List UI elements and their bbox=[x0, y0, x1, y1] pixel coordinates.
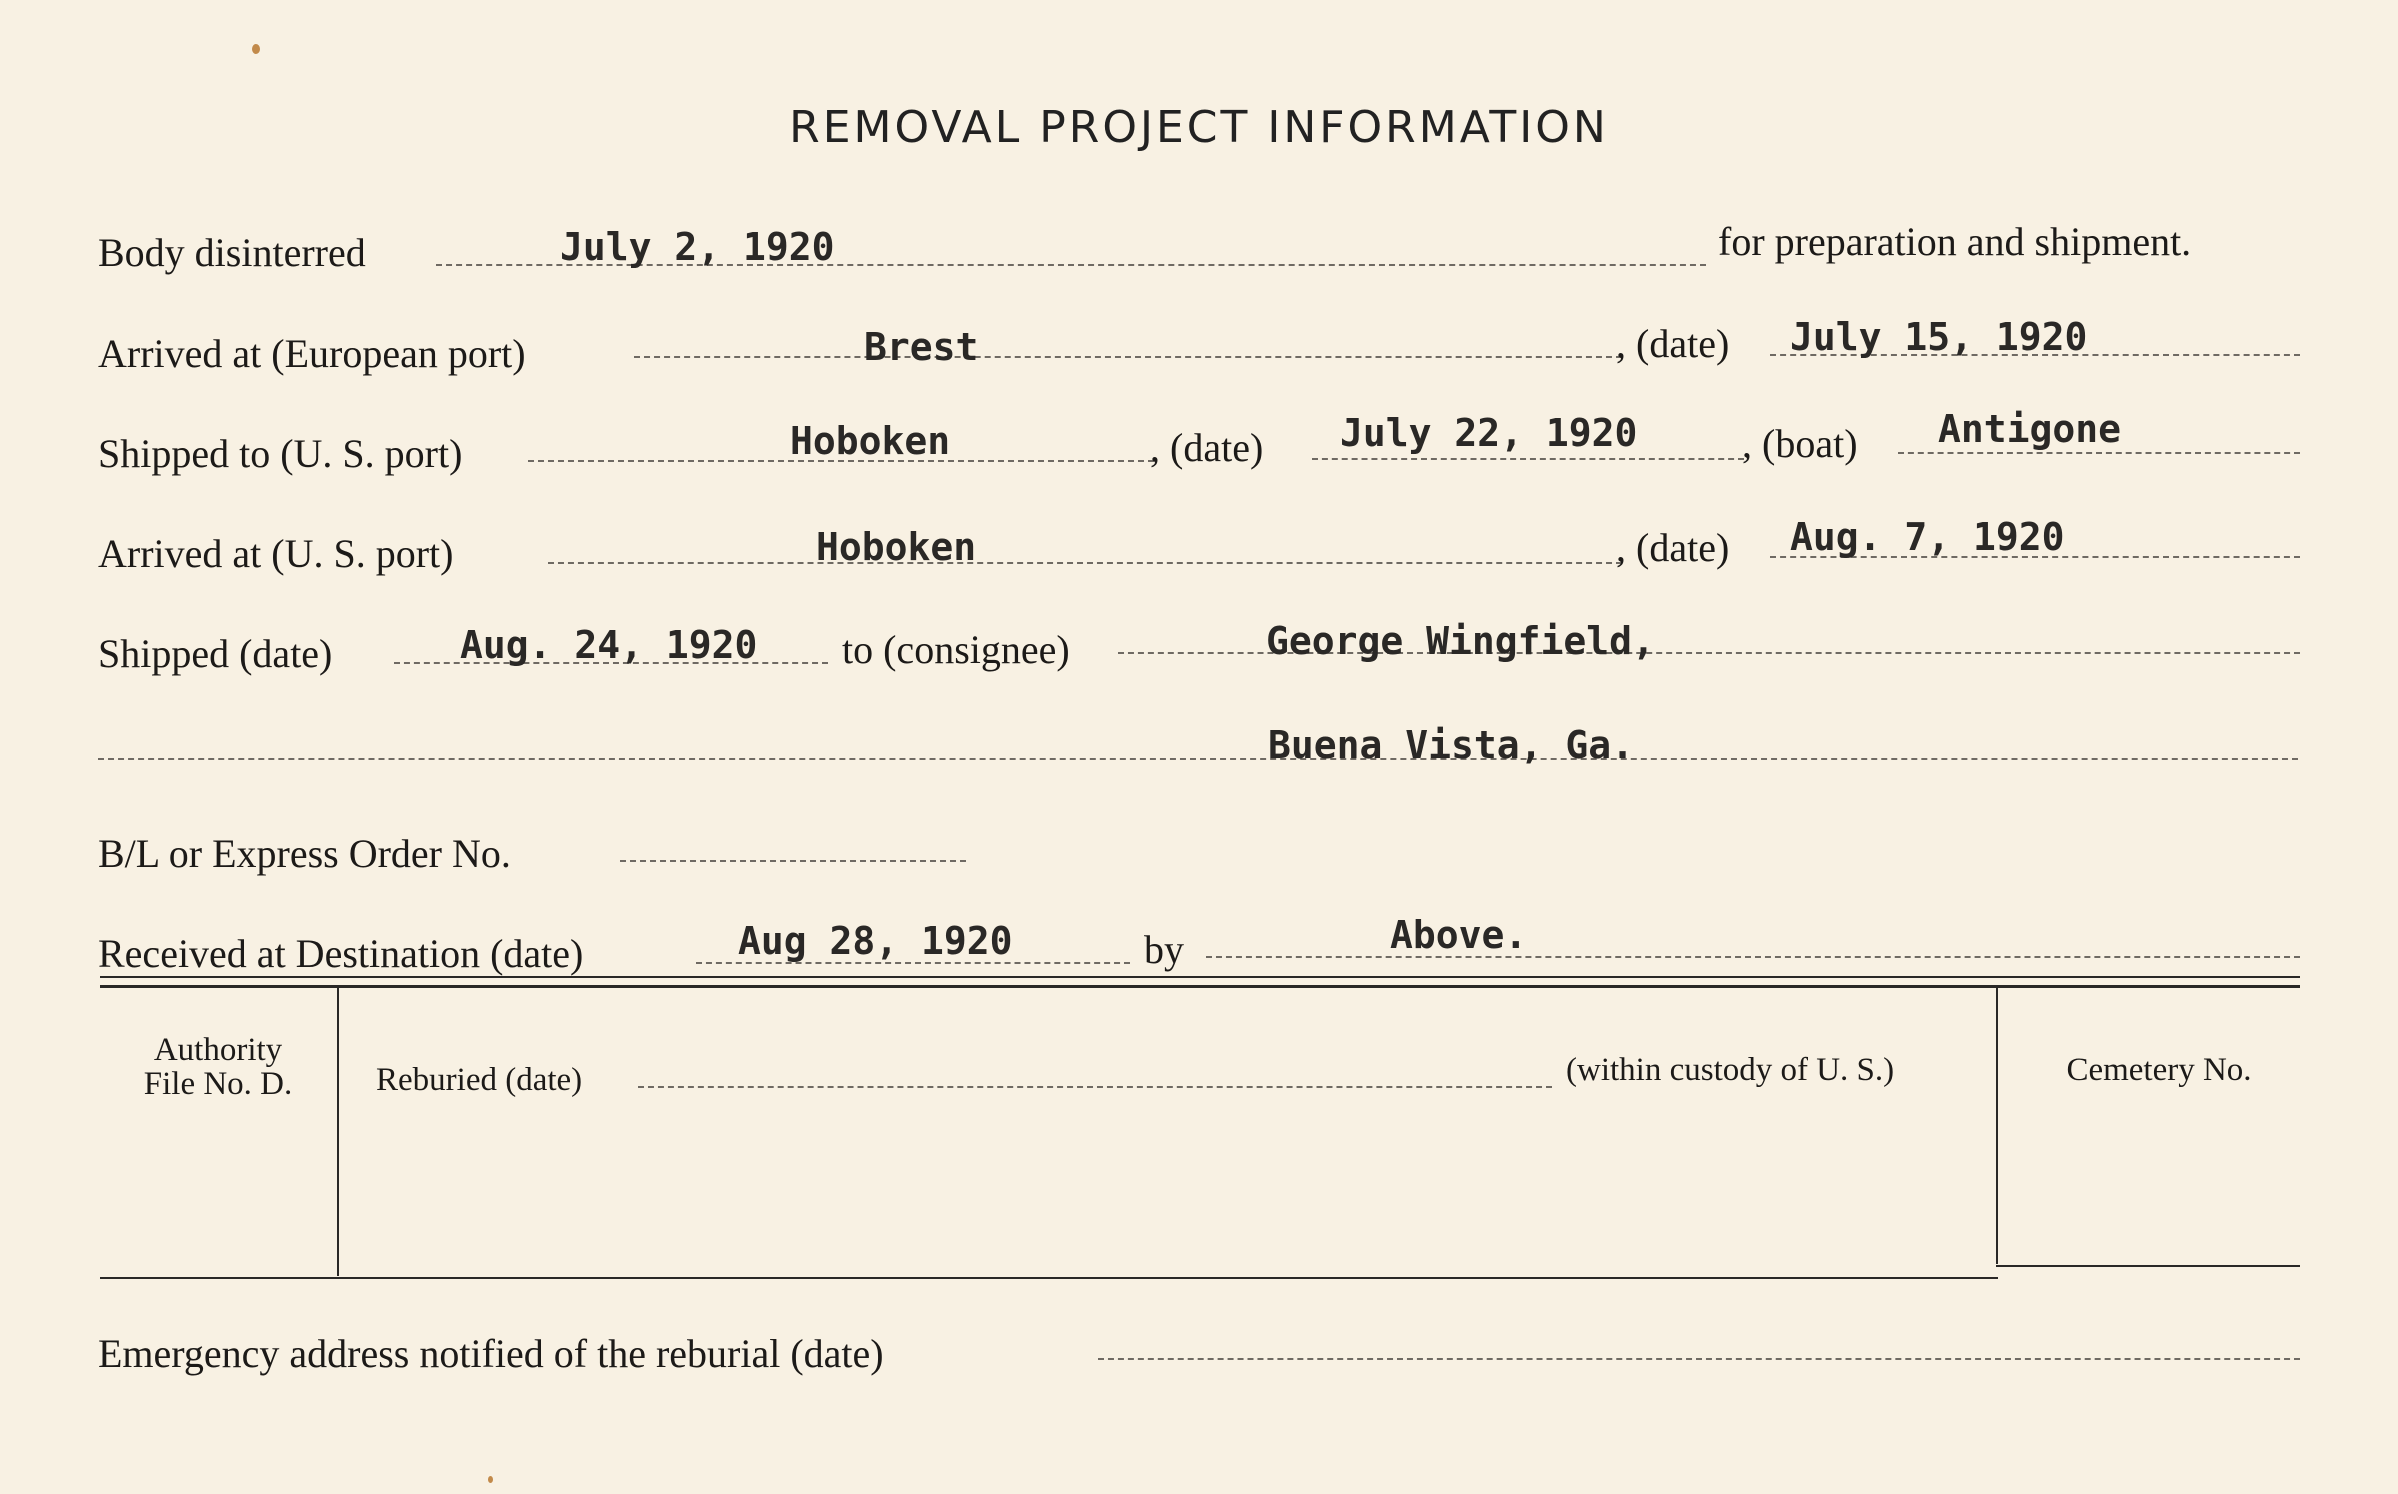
bl-express-order-line bbox=[620, 860, 966, 862]
consignee-address-line bbox=[98, 758, 2298, 760]
consignee-value: George Wingfield, bbox=[1266, 619, 1655, 663]
bl-express-order-label: B/L or Express Order No. bbox=[98, 831, 511, 876]
preparation-shipment-label: for preparation and shipment. bbox=[1718, 219, 2192, 264]
boat-line bbox=[1898, 452, 2300, 454]
arrived-us-port-date-label: , (date) bbox=[1616, 525, 1730, 570]
box-bottom-rule-right bbox=[1996, 1265, 2300, 1267]
box-top-rule-2 bbox=[100, 985, 2300, 988]
european-port-date-value: July 15, 1920 bbox=[1790, 315, 2088, 359]
arrived-us-port-label: Arrived at (U. S. port) bbox=[98, 531, 454, 576]
received-by-label: by bbox=[1144, 927, 1184, 972]
received-destination-value: Aug 28, 1920 bbox=[738, 919, 1013, 963]
boat-label: , (boat) bbox=[1742, 421, 1858, 466]
arrived-us-port-line bbox=[548, 562, 1622, 564]
consignee-label: to (consignee) bbox=[842, 627, 1070, 672]
european-port-line bbox=[634, 356, 1622, 358]
box-bottom-rule bbox=[100, 1277, 1998, 1279]
authority-label-line2: File No. D. bbox=[143, 1066, 293, 1102]
box-divider-right bbox=[1996, 988, 1998, 1264]
shipped-date-label: Shipped (date) bbox=[98, 631, 333, 676]
arrived-us-port-value: Hoboken bbox=[816, 525, 977, 569]
shipped-us-port-label: Shipped to (U. S. port) bbox=[98, 431, 463, 476]
shipped-us-port-date-line bbox=[1312, 458, 1744, 460]
emergency-notified-label: Emergency address notified of the reburial (date) bbox=[98, 1331, 884, 1376]
reburied-date-line bbox=[638, 1086, 1552, 1088]
paper-speck bbox=[252, 44, 260, 54]
european-port-value: Brest bbox=[864, 325, 979, 369]
shipped-date-value: Aug. 24, 1920 bbox=[460, 623, 758, 667]
authority-label-line1: Authority bbox=[153, 1032, 283, 1068]
emergency-notified-line bbox=[1098, 1358, 2300, 1360]
box-divider-left bbox=[337, 988, 339, 1276]
box-top-rule-1 bbox=[100, 976, 2300, 978]
european-port-date-label: , (date) bbox=[1616, 321, 1730, 366]
body-disinterred-label: Body disinterred bbox=[98, 230, 366, 275]
boat-value: Antigone bbox=[1938, 407, 2122, 451]
received-by-value: Above. bbox=[1390, 913, 1528, 957]
received-by-line bbox=[1206, 956, 2300, 958]
shipped-us-port-date-value: July 22, 1920 bbox=[1340, 411, 1638, 455]
received-destination-label: Received at Destination (date) bbox=[98, 931, 584, 976]
cemetery-no-label: Cemetery No. bbox=[2066, 1052, 2252, 1088]
paper-speck bbox=[488, 1476, 493, 1483]
arrived-us-port-date-value: Aug. 7, 1920 bbox=[1790, 515, 2065, 559]
reburied-date-label: Reburied (date) bbox=[376, 1062, 583, 1098]
european-port-label: Arrived at (European port) bbox=[98, 331, 526, 376]
body-disinterred-value: July 2, 1920 bbox=[560, 225, 835, 269]
card-title: REMOVAL PROJECT INFORMATION bbox=[789, 102, 1609, 153]
shipped-us-port-date-label: , (date) bbox=[1150, 425, 1264, 470]
custody-label: (within custody of U. S.) bbox=[1566, 1052, 1895, 1088]
consignee-address-value: Buena Vista, Ga. bbox=[1268, 723, 1635, 767]
shipped-us-port-value: Hoboken bbox=[790, 419, 951, 463]
